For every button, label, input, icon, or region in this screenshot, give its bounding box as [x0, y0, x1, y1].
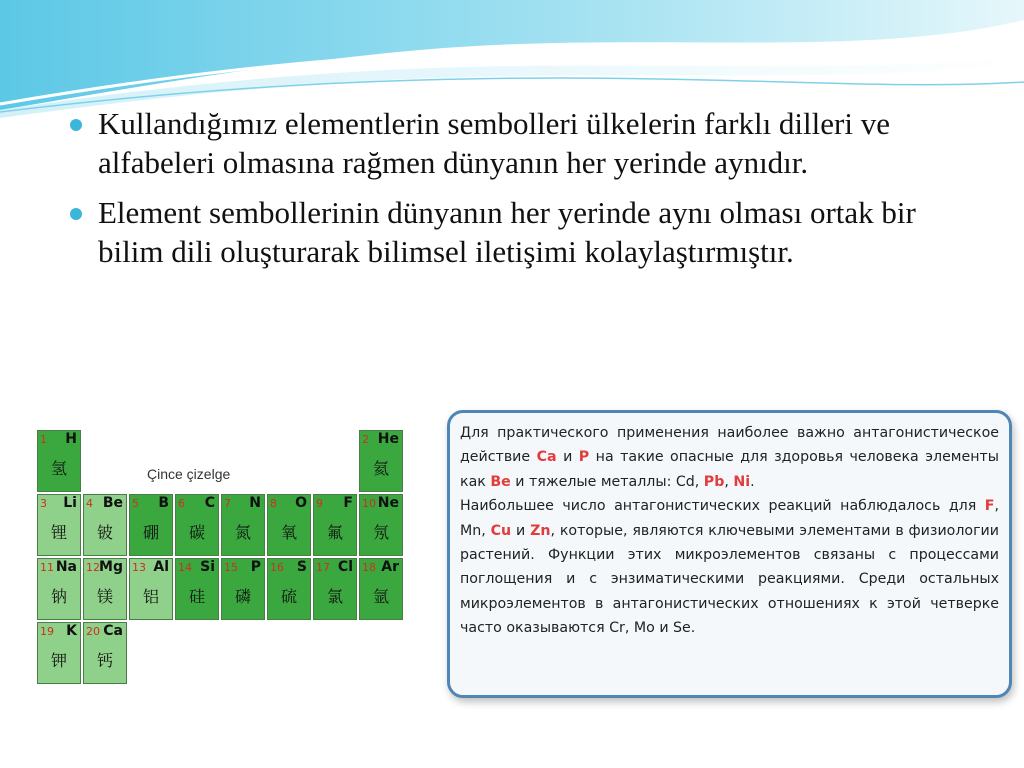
element-symbol: B [158, 495, 169, 511]
info-paragraph-2: Наибольшее число антагонистических реакций наблюдалось для F, Mn, Cu и Zn, которые, являются ключевыми элементами в физиологии растений. Функции этих микроэлементов связаны с процессами поглощения и с энзиматическими реакциями. Среди остальных микроэлементов в антагонистических отношениях к этой четверке часто оказываются Cr, Mo и Se. [460, 498, 999, 637]
bullet-text: Kullandığımız elementlerin sembolleri ülkelerin farklı dilleri ve alfabeleri olmasına rağmen dünyanın her yerinde aynıdır. [98, 106, 890, 180]
element-cell [221, 558, 265, 620]
chinese-name: 氢 [50, 459, 67, 478]
element-symbol: Na [55, 559, 77, 575]
atomic-number: 20 [86, 625, 100, 638]
chinese-name: 氦 [372, 459, 389, 478]
chinese-name: 铝 [142, 587, 159, 606]
element-cell [313, 558, 357, 620]
bullet-item [70, 193, 970, 271]
element-symbol: K [66, 623, 77, 639]
atomic-number: 2 [362, 433, 369, 446]
atomic-number: 7 [224, 497, 231, 510]
element-cell [175, 558, 219, 620]
element-symbol: Al [153, 559, 169, 575]
chinese-name: 硅 [188, 587, 205, 606]
bullet-dot-icon [70, 208, 82, 220]
chinese-name: 铍 [96, 523, 113, 542]
element-symbol: O [295, 495, 307, 511]
chinese-name: 氖 [372, 523, 389, 542]
chinese-name: 钙 [96, 651, 113, 670]
info-box [447, 410, 1012, 698]
chinese-name: 硼 [142, 523, 159, 542]
bullet-list [70, 104, 970, 282]
bullet-text: Element sembollerinin dünyanın her yerinde aynı olması ortak bir bilim dili oluşturarak bilimsel iletişimi kolaylaştırmıştır. [98, 195, 916, 269]
atomic-number: 4 [86, 497, 93, 510]
atomic-number: 13 [132, 561, 146, 574]
chinese-name: 氧 [280, 523, 297, 542]
element-cell [175, 494, 219, 556]
chinese-name: 锂 [50, 523, 67, 542]
element-cell [221, 494, 265, 556]
element-symbol: He [377, 431, 399, 447]
highlight-zn: Zn [530, 522, 551, 539]
element-cell [313, 494, 357, 556]
element-symbol: Be [102, 495, 123, 511]
atomic-number: 1 [40, 433, 47, 446]
atomic-number: 10 [362, 497, 376, 510]
element-symbol: Cl [337, 559, 353, 575]
chinese-name: 氮 [234, 523, 251, 542]
bullet-dot-icon [70, 119, 82, 131]
element-cell [129, 494, 173, 556]
bullet-item [70, 104, 970, 182]
element-symbol: H [65, 431, 77, 447]
chinese-name: 氯 [326, 587, 343, 606]
atomic-number: 6 [178, 497, 185, 510]
atomic-number: 16 [270, 561, 284, 574]
element-cell [37, 622, 81, 684]
chinese-name: 氩 [372, 587, 389, 606]
highlight-pb: Pb [703, 473, 725, 490]
atomic-number: 8 [270, 497, 277, 510]
atomic-number: 18 [362, 561, 376, 574]
highlight-p: P [578, 449, 590, 466]
element-cell [359, 558, 403, 620]
chinese-name: 碳 [188, 523, 205, 542]
element-symbol: Mg [99, 559, 123, 575]
element-symbol: C [204, 495, 215, 511]
atomic-number: 3 [40, 497, 47, 510]
chinese-name: 镁 [96, 587, 113, 606]
atomic-number: 5 [132, 497, 139, 510]
chinese-name: 氟 [326, 523, 343, 542]
element-cell [359, 430, 403, 492]
element-symbol: Ar [381, 559, 399, 575]
element-cell [267, 494, 311, 556]
table-title: Çince çizelge [147, 466, 231, 482]
atomic-number: 12 [86, 561, 100, 574]
element-cell [37, 430, 81, 492]
highlight-ca: Ca [536, 449, 557, 466]
highlight-ni: Ni [733, 473, 751, 490]
element-cell [37, 494, 81, 556]
highlight-cu: Cu [490, 522, 512, 539]
highlight-f: F [984, 498, 995, 515]
element-symbol: Ne [377, 495, 399, 511]
element-cell [83, 494, 127, 556]
info-paragraph-1: Для практического применения наиболее важно антагонистическое действие Ca и P на такие опасные для здоровья человека элементы как Be и тяжелые металлы: Cd, Pb, Ni. [460, 425, 999, 490]
element-symbol: Li [63, 495, 77, 511]
element-cell [83, 622, 127, 684]
element-symbol: Ca [103, 623, 123, 639]
chinese-name: 硫 [280, 587, 297, 606]
highlight-be: Be [490, 473, 511, 490]
element-cell [129, 558, 173, 620]
element-symbol: P [250, 559, 261, 575]
chinese-name: 磷 [234, 587, 251, 606]
atomic-number: 15 [224, 561, 238, 574]
element-symbol: F [343, 495, 353, 511]
atomic-number: 17 [316, 561, 330, 574]
header-wave-decoration [0, 0, 1024, 120]
element-cell [359, 494, 403, 556]
atomic-number: 11 [40, 561, 54, 574]
chinese-name: 钾 [50, 651, 67, 670]
element-cell [37, 558, 81, 620]
chinese-periodic-table [12, 408, 437, 720]
element-symbol: Si [200, 559, 215, 575]
element-symbol: S [296, 559, 307, 575]
element-cell [83, 558, 127, 620]
atomic-number: 9 [316, 497, 323, 510]
atomic-number: 19 [40, 625, 54, 638]
element-symbol: N [249, 495, 261, 511]
atomic-number: 14 [178, 561, 192, 574]
chinese-name: 钠 [50, 587, 67, 606]
element-cell [267, 558, 311, 620]
